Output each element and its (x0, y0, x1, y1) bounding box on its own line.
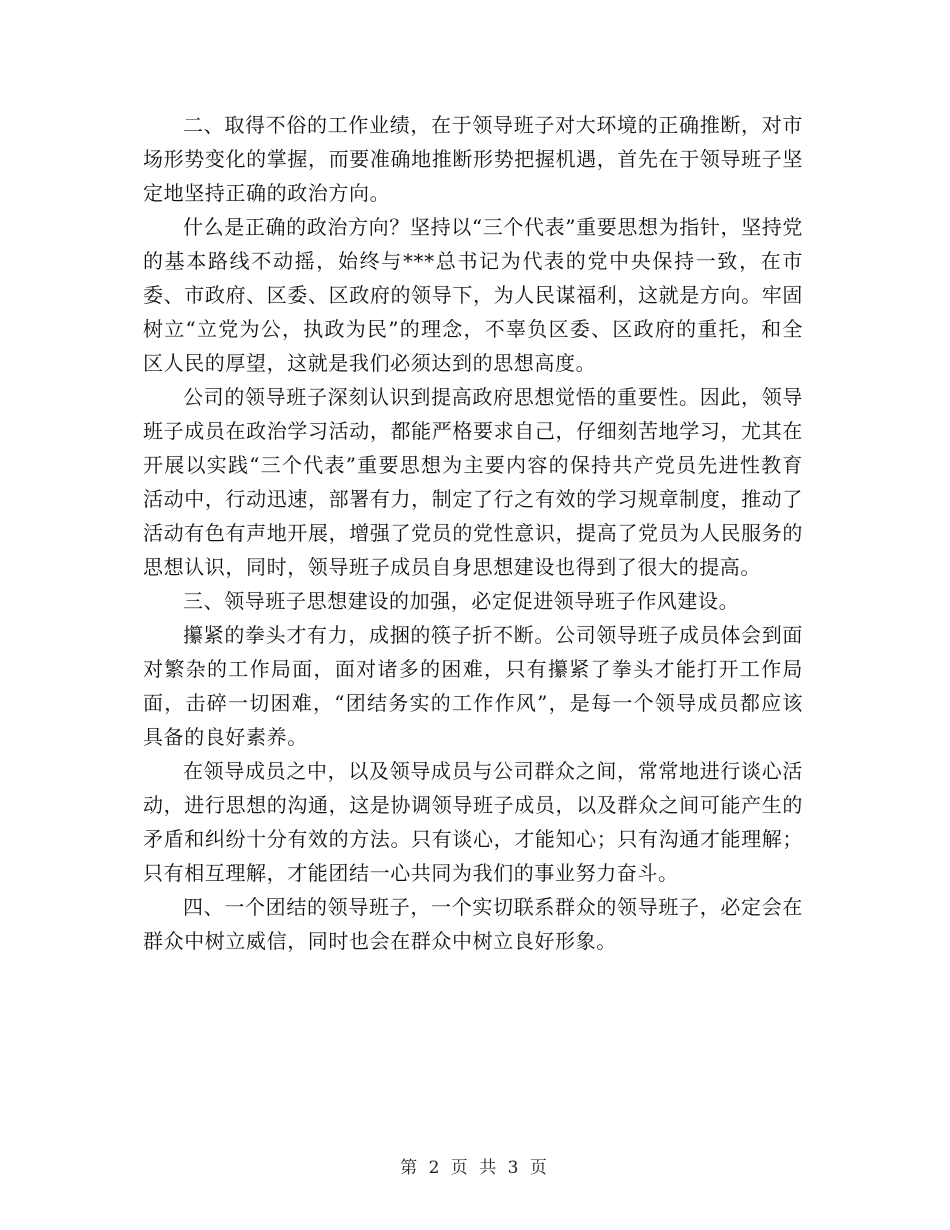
paragraph: 二、取得不俗的工作业绩，在于领导班子对大环境的正确推断，对市场形势变化的掌握，而要准确地推断形势把握机遇，首先在于领导班子坚定地坚持正确的政治方向。 (143, 113, 803, 205)
page-number-footer: 第 2 页 共 3 页 (400, 1158, 550, 1178)
paragraph: 什么是正确的政治方向？坚持以“三个代表”重要思想为指针，坚持党的基本路线不动摇，始终与***总书记为代表的党中央保持一致，在市委、市政府、区委、区政府的领导下，为人民谋福利，这就是方向。牢固树立“立党为公，执政为民”的理念，不辜负区委、区政府的重托，和全区人民的厚望，这就是我们必须达到的思想高度。 (143, 215, 803, 375)
paragraph: 三、领导班子思想建设的加强，必定促进领导班子作风建设。 (183, 589, 740, 613)
paragraph: 四、一个团结的领导班子，一个实切联系群众的领导班子，必定会在群众中树立威信，同时也会在群众中树立良好形象。 (143, 895, 803, 953)
document-body (143, 108, 803, 958)
paragraph: 攥紧的拳头才有力，成捆的筷子折不断。公司领导班子成员体会到面对繁杂的工作局面，面对诸多的困难，只有攥紧了拳头才能打开工作局面，击碎一切困难，“团结务实的工作作风”，是每一个领导成员都应该具备的良好素养。 (143, 623, 803, 749)
paragraph: 在领导成员之中，以及领导成员与公司群众之间，常常地进行谈心活动，进行思想的沟通，这是协调领导班子成员，以及群众之间可能产生的矛盾和纠纷十分有效的方法。只有谈心，才能知心；只有沟通才能理解；只有相互理解，才能团结一心共同为我们的事业努力奋斗。 (143, 759, 803, 885)
paragraph: 公司的领导班子深刻认识到提高政府思想觉悟的重要性。因此，领导班子成员在政治学习活动，都能严格要求自己，仔细刻苦地学习，尤其在开展以实践“三个代表”重要思想为主要内容的保持共产党员先进性教育活动中，行动迅速，部署有力，制定了行之有效的学习规章制度，推动了活动有色有声地开展，增强了党员的党性意识，提高了党员为人民服务的思想认识，同时，领导班子成员自身思想建设也得到了很大的提高。 (143, 385, 803, 579)
